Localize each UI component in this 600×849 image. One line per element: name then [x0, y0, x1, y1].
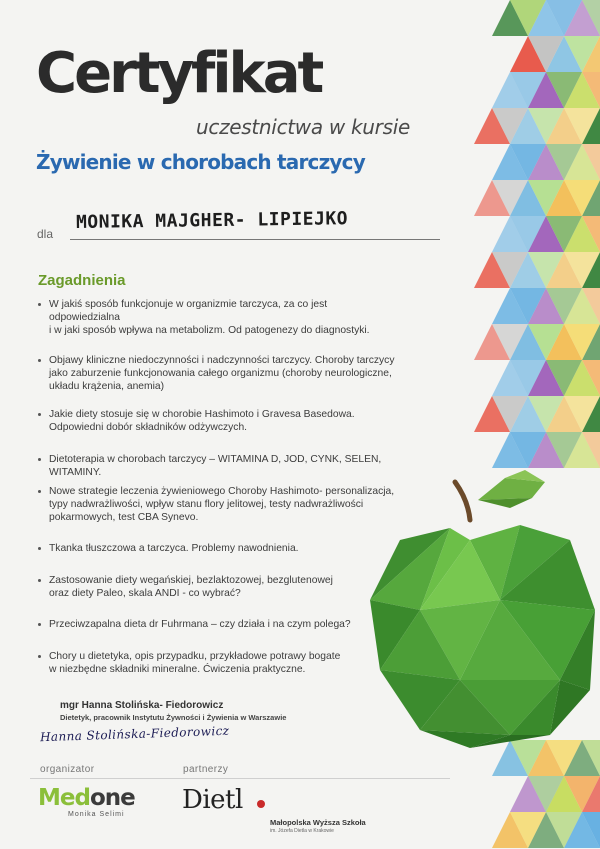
topic-line: Zastosowanie diety wegańskiej, bezlaktozowej, bezglutenowej — [49, 575, 333, 586]
topic-line: jako zaburzenie funkcjonowania całego organizmu (choroby neurologiczne, — [49, 368, 392, 379]
bullet-icon — [38, 623, 41, 626]
topic-line: oraz diety Paleo, skala ANDI - co wybrać? — [49, 588, 241, 599]
medone-subtitle: Monika Selimi — [68, 811, 125, 818]
recipient-name: MONIKA MAJGHER- LIPIEJKO — [75, 208, 349, 233]
dietl-logo: Dietl — [182, 785, 243, 815]
topic-line: Chory u dietetyka, opis przypadku, przykładowe potrawy bogate — [49, 651, 341, 662]
topic-line: Odpowiedni dobór składników odżywczych. — [49, 422, 248, 433]
topic-line: pokarmowych, test CBA Synevo. — [49, 512, 199, 523]
bullet-icon — [38, 303, 41, 306]
for-label: dla — [37, 227, 54, 241]
topic-item — [36, 408, 396, 434]
name-underline — [70, 239, 440, 240]
medone-logo-med: Med — [38, 785, 90, 811]
bullet-icon — [38, 490, 41, 493]
topic-line: układu krążenia, anemia) — [49, 381, 165, 392]
apple-illustration — [370, 470, 595, 748]
topic-line: Tkanka tłuszczowa a tarczyca. Problemy nawodnienia. — [49, 543, 299, 554]
bullet-icon — [38, 579, 41, 582]
dietl-logo-dot — [257, 800, 265, 808]
medone-logo-one: one — [89, 785, 135, 811]
bullet-icon — [38, 547, 41, 550]
organizer-label: organizator — [40, 764, 95, 775]
topic-item — [36, 354, 396, 393]
footer-divider — [30, 778, 450, 779]
certificate-subtitle: uczestnictwa w kursie — [196, 115, 410, 139]
topic-line: W jakiś sposób funkcjonuje w organizmie tarczyca, za co jest odpowiedzialna — [49, 299, 328, 323]
handwritten-signature: Hanna Stolińska-Fiedorowicz — [39, 723, 230, 745]
medone-logo — [38, 785, 135, 811]
topic-item — [36, 453, 396, 479]
school-subtitle: im. Józefa Dietla w Krakowie — [270, 828, 334, 834]
signatory-block — [60, 700, 286, 722]
topic-line: Jakie diety stosuje się w chorobie Hashimoto i Gravesa Basedowa. — [49, 409, 355, 420]
topic-line: typy nadwrażliwości, wpływ stanu flory jelitowej, testy nadwrażliwości — [49, 499, 364, 510]
topic-line: i w jaki sposób wpływa na metabolizm. Od patogenezy do diagnostyki. — [49, 325, 370, 336]
topic-line: Przeciwzapalna dieta dr Fuhrmana – czy działa i na czym polega? — [49, 619, 351, 630]
topic-item — [36, 574, 396, 600]
topic-item — [36, 650, 396, 676]
topic-line: Nowe strategie leczenia żywieniowego Choroby Hashimoto- personalizacja, — [49, 486, 395, 497]
topic-item — [36, 298, 396, 337]
bullet-icon — [38, 655, 41, 658]
topic-item — [36, 485, 396, 524]
topic-item — [36, 618, 396, 631]
topic-item — [36, 542, 396, 555]
triangle-mosaic-bottom — [492, 740, 600, 848]
partners-label: partnerzy — [183, 764, 229, 775]
bullet-icon — [38, 359, 41, 362]
topic-line: w niezbędne składniki mineralne. Ćwiczenia praktyczne. — [49, 664, 306, 675]
course-title: Żywienie w chorobach tarczycy — [36, 150, 365, 174]
signatory-name: mgr Hanna Stolińska- Fiedorowicz — [60, 700, 224, 711]
school-name: Małopolska Wyższa Szkoła — [270, 818, 366, 827]
bullet-icon — [38, 413, 41, 416]
bullet-icon — [38, 458, 41, 461]
signatory-role: Dietetyk, pracownik Instytutu Żywności i Żywienia w Warszawie — [60, 713, 287, 722]
triangle-mosaic — [474, 0, 600, 468]
topic-line: Objawy kliniczne niedoczynności i nadczynności tarczycy. Choroby tarczycy — [49, 355, 395, 366]
topics-heading: Zagadnienia — [38, 272, 126, 289]
topic-line: Dietoterapia w chorobach tarczycy – WITAMINA D, JOD, CYNK, SELEN, WITAMINY. — [49, 454, 382, 478]
certificate-title: Certyfikat — [36, 41, 322, 106]
